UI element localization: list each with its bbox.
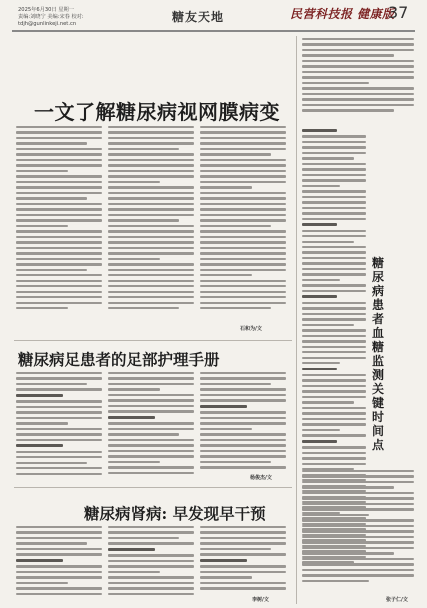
article-text-block	[200, 126, 286, 336]
masthead-logo: 民营科技报 健康版	[290, 7, 395, 21]
divider	[14, 487, 292, 488]
page-number: 37	[388, 3, 409, 22]
date-line: 2025年6月30日 星期一	[18, 7, 74, 13]
section-title: 糖友天地	[172, 10, 225, 24]
article-text-block	[108, 526, 194, 602]
article-title-diabetic-foot: 糖尿病足患者的足部护理手册	[18, 350, 220, 369]
editor-line: 责编:刘晓宁 美编:宋春 校对:	[18, 14, 84, 20]
divider	[14, 340, 292, 341]
article-text-block	[16, 126, 102, 336]
article-text-block	[108, 372, 194, 482]
article-title-retinopathy: 一文了解糖尿病视网膜病变	[34, 100, 280, 124]
byline-nephropathy: 李树/文	[252, 597, 269, 603]
column-divider	[296, 36, 297, 604]
byline-glucose-monitoring: 张子仁/文	[386, 597, 408, 603]
header-meta	[18, 7, 84, 28]
article-text-block	[302, 470, 414, 594]
article-title-glucose-monitoring: 糖尿病患者血糖监测关键时间点	[371, 256, 384, 452]
byline-retinopathy: 石和为/文	[240, 326, 262, 332]
article-text-block	[16, 372, 102, 482]
article-text-block	[16, 526, 102, 602]
article-text-block	[108, 126, 194, 336]
header-rule	[12, 30, 415, 32]
article-text-block	[200, 526, 286, 602]
article-title-nephropathy: 糖尿病肾病: 早发现早干预	[84, 504, 266, 523]
article-text-block	[200, 372, 286, 482]
byline-diabetic-foot: 杨俊杰/文	[250, 475, 272, 481]
article-text-block	[302, 38, 414, 124]
email-line: tdjh@gunlinkeji.net.cn	[18, 21, 77, 27]
